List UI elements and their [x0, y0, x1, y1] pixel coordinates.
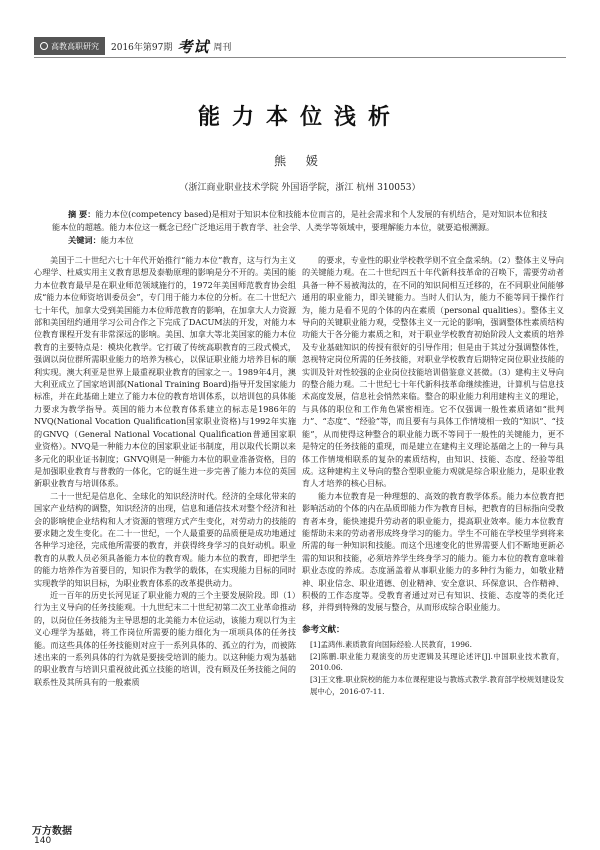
right-column: [302, 254, 564, 697]
article-author: 熊 媛: [274, 154, 326, 168]
section-tag: [34, 37, 105, 55]
page-number: 140: [34, 836, 52, 846]
keywords-label: 关键词：: [68, 235, 101, 245]
paragraph: 美国于二十世纪六七十年代开始推行“能力本位”教育，这与行为主义心理学、杜威实用主义教育思想及泰勒原理的影响是分不开的。美国的能力本位教育最早是在职业师范领域施行的，1972年美国师范教育协会组成“能力本位师资培训委员会”，专门用于能力本位的分析。在二十世纪六七十年代，加拿大受到美国能力本位师范教育的影响，在加拿大人力资源部和美国纽约通用学习公司合作之下完成了DACUM法的开发，对能力本位教育课程开发有非常深远的影响。美国、加拿大等北美国家的能力本位教育的主要特点是：模块化教学。它打破了传统高职教育的三段式模式，强调以岗位群所需职业能力的培养为核心，以保证职业能力培养目标的顺利实现。澳大利亚是世界上最重视职业教育的国家之一。1989年4月，澳大利亚成立了国家培训部(National Training Board)指导开发国家能力标准，并在此基础上建立了能力本位的教育培训体系，以培训包的具体能力要求为教学指导。英国的能力本位教育体系建立的标志是1986年的NVQ(National Vocation Qualification国家职业资格)与1992年实施的GNVQ（General National Vocational Qualification普通国家职业资格）。NVQ是一种能力本位的国家职业证书制度，用以取代长期以来多元化的职业证书制度；GNVQ则是一种能力本位的职业准备资格，目的是加强职业教育与普教的一体化，它的诞生进一步完善了能力本位的英国新职业教育与培训体系。: [34, 255, 296, 489]
section-tag-label: 高教高职研究: [51, 41, 99, 51]
issue-number: 2016年第97期: [111, 42, 173, 53]
reference-item: [1]孟鸿伟.素质教育向国际经验.人民教育，1996.: [310, 640, 472, 650]
header-divider: [34, 57, 566, 58]
paragraph: 的要求，专业性的职业学校教学则不宜全盘采纳。（2）整体主义导向的关键能力观。在二十世纪四五十年代新科技革命的召唤下，需要劳动者具备一种不易被淘汰的，在不同的知识间相互迁移的，在不同职业间能够通用的职业能力，即关键能力。当时人们认为，能力不能等同于操作行为，能力是看不见的个体的内在素质（personal qualities）。整体主义导向的关键职业能力观，受整体主义一元论的影响，强调整体性素质结构功能大于各分能力素质之和，对于职业学校教育初始阶段人文素质的培养及专业基础知识的传授有很好的引导作用；但是由于其过分强调整体性，忽视特定岗位所需的任务技能，对职业学校教育后期特定岗位职业技能的实训及针对性较强的企业岗位技能培训借鉴意义甚微。（3）建构主义导向的整合能力观。二十世纪七十年代新科技革命继续推进，计算机与信息技术高度发展，信息社会悄然来临。整合的职业能力利用建构主义的理论，与具体的职位和工作角色紧密相连。它不仅强调一般性素质诸如“批判力”、“态度”、“经验”等，而且要有与具体工作情境相一致的“知识”、“技能”，从而使得这种整合的职业能力既不等同于一般性的关键能力，更不是特定的任务技能的重现，而是建立在建构主义理论基础之上的一种与具体工作情境相联系的复杂的素质结构，由知识、技能、态度、经验等组成。这种建构主义导向的整合型职业能力观就是综合职业能力，是职业教育人才培养的核心目标。: [302, 255, 564, 489]
reference-item: [3]王文雅.职业院校的能力本位课程建设与教练式教学.教育部学校规划建设发展中心，2016-07-11.: [310, 674, 564, 696]
references-title: 参考文献：: [302, 624, 345, 635]
paragraph: 二十一世纪是信息化、全球化的知识经济时代。经济的全球化带来的国家产业结构的调整，知识经济的出现，信息和通信技术对整个经济和社会的影响使企业结构和人才资源的管理方式产生变化，对劳动力的技能的要求随之发生变化。在二十一世纪，一个人最重要的品质便是成功地通过各种学习途径，完成他所需要的教育，并获得终身学习的良好动机。职业教育的从教人员必须具备能力本位的教育观。能力本位的教育，即把学生的能力培养作为首要目的，知识作为教学的载体，在实现能力目标的同时实现教学的知识目标，为职业教育体系的改革提供动力。: [34, 490, 296, 588]
circle-icon: [40, 42, 48, 50]
journal-weekly: 周刊: [213, 42, 232, 53]
keywords-text: 能力本位: [100, 235, 134, 245]
paragraph: 近一百年的历史长河见证了职业能力观的三个主要发展阶段。即（1）行为主义导向的任务技能观。十九世纪末二十世纪初第二次工业革命推动的，以岗位任务技能为主导思想的北美能力本位运动，该能力观以行为主义心理学为基础，将工作岗位所需要的能力细化为一项项具体的任务技能。而这些具体的任务技能则对应于一系列具体的、孤立的行为，而被陈述出来的一系列具体的行为就是要接受培训的能力。以这种能力观为基础的职业教育与培训只重视彼此孤立技能的培训，没有顾及任务技能之间的联系性及其所具有的一般素质: [34, 589, 296, 687]
paragraph: 能力本位教育是一种理想的、高效的教育教学体系。能力本位教育把影响活动的个体的内在品质即能力作为教育目标，把教育的目标指向受教育者本身，能快速提升劳动者的职业能力，提高职业效率。能力本位教育能帮助未来的劳动者形成终身学习的能力。学生不可能在学校里学到将来所需的每一种知识和技能。而这个迅速变化的世界需要人们不断地更新必需的知识和技能，必须培养学生终身学习的能力。能力本位的教育意味着职业态度的养成。态度涵盖着从事职业能力的多种行为能力，如敬业精神、职业信念、职业道德、创业精神、安全意识、环保意识、合作精神、积极的工作态度等。受教育者通过对已有知识、技能、态度等的类化迁移，并得到特殊的发展与整合，从而形成综合职业能力。: [302, 490, 564, 613]
abstract: [52, 208, 552, 234]
keywords: [68, 234, 548, 247]
abstract-label: 摘 要：: [68, 209, 96, 219]
author-affiliation: （浙江商业职业技术学院 外国语学院，浙江 杭州 310053）: [179, 183, 421, 193]
journal-brand: 考试: [177, 37, 210, 56]
left-column: [34, 254, 296, 688]
reference-item: [2]陈鹏.职业能力观演变的历史逻辑及其理论述评[J].中国职业技术教育，2010.06.: [310, 651, 564, 673]
wanfang-logo: 万方数据: [32, 826, 72, 837]
article-title: 能力本位浅析: [197, 105, 402, 130]
abstract-text: 能力本位(competency based)是相对于知识本位和技能本位而言的，是社会需求和个人发展的有机结合，是对知识本位和技能本位的超越。能力本位这一概念已经广泛地运用于教育学、社会学、人类学等领域中，要理解能力本位，就要追根溯源。: [52, 209, 548, 232]
journal-header: [34, 36, 566, 56]
